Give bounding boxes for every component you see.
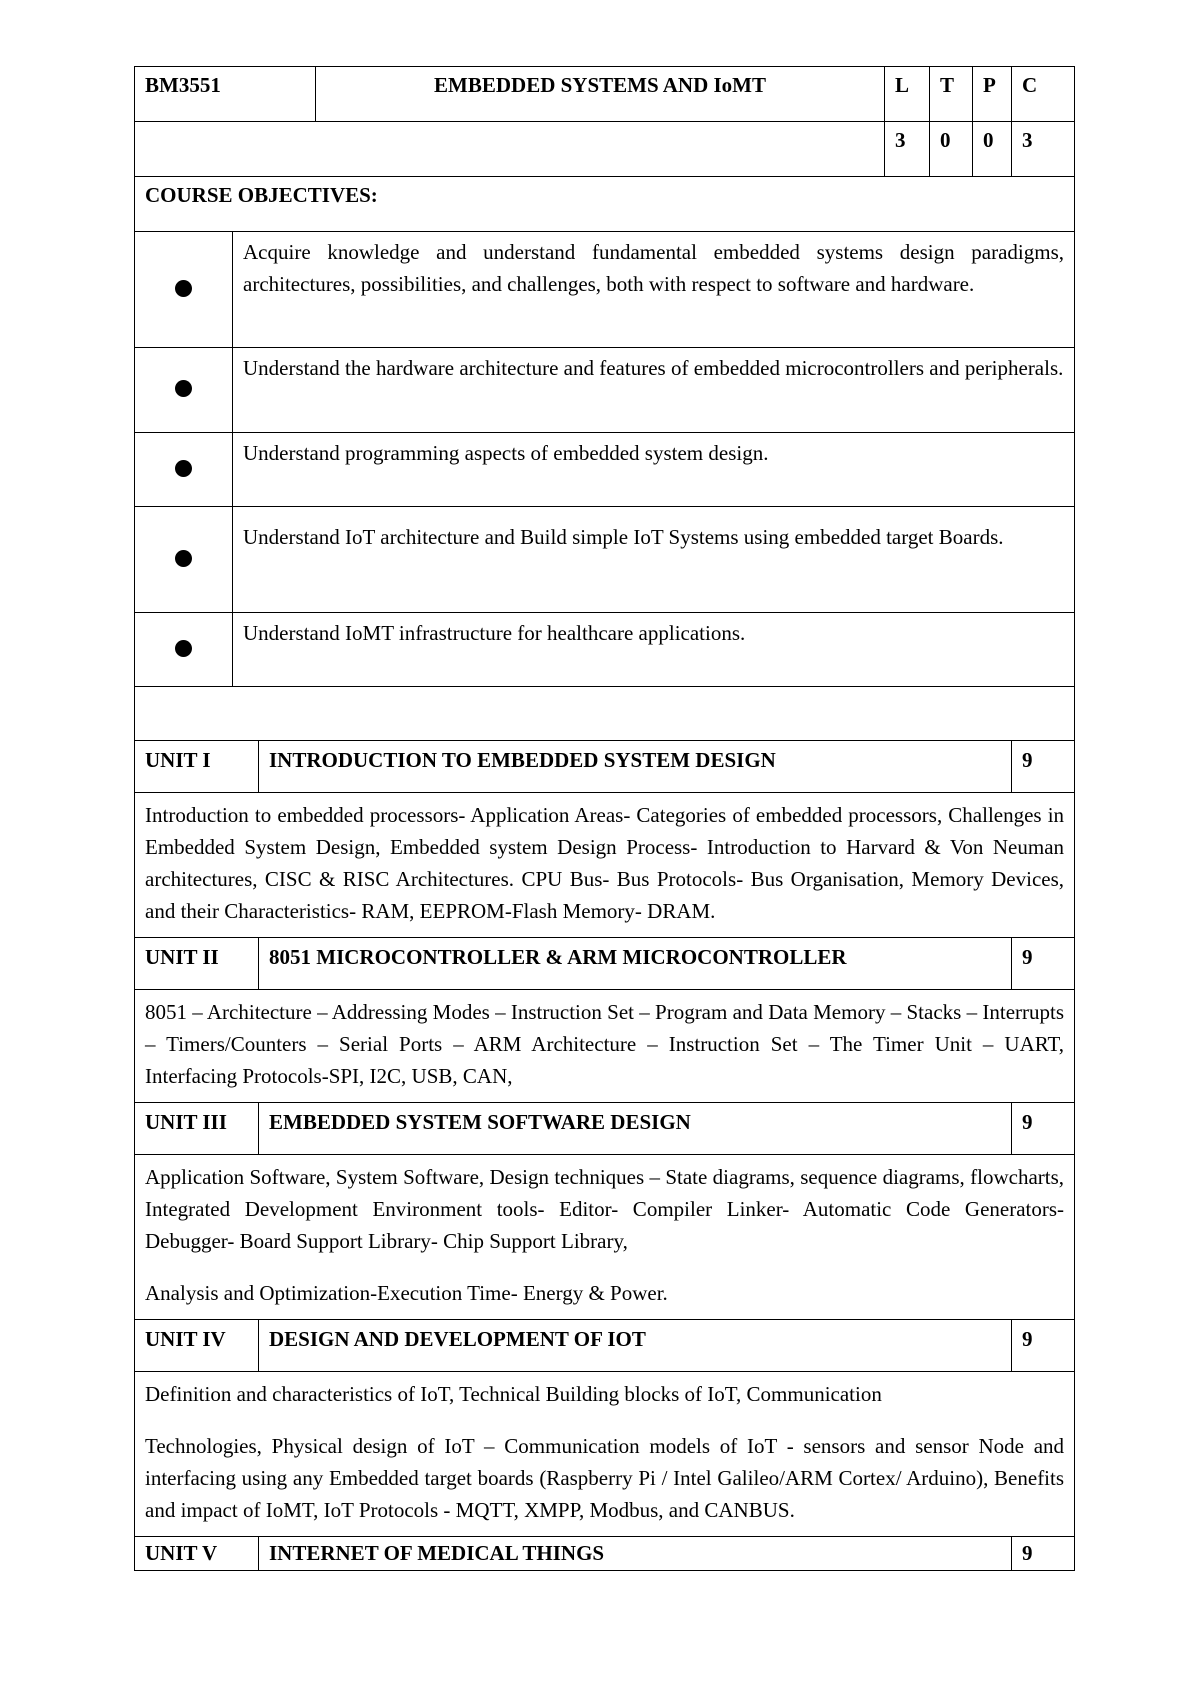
ltpc-header-p: P: [973, 67, 1012, 122]
objective-text: Understand IoT architecture and Build simple IoT Systems using embedded target Boards.: [233, 507, 1075, 613]
unit-title: EMBEDDED SYSTEM SOFTWARE DESIGN: [259, 1103, 1012, 1155]
unit-hours: 9: [1012, 1320, 1075, 1372]
unit-paragraph: Introduction to embedded processors- Application Areas- Categories of embedded processors, Challenges in Embedded System Design, Embedded system Design Process- Introduction to Harvard & Von Neuman architectures, CISC & RISC Architectures. CPU Bus- Bus Protocols- Bus Organisation, Memory Devices, and their Characteristics- RAM, EEPROM-Flash Memory- DRAM.: [145, 803, 1065, 923]
unit-hours: 9: [1012, 1103, 1075, 1155]
bullet-cell: [135, 348, 233, 433]
ltpc-value-l: 3: [885, 122, 930, 177]
bullet-cell: [135, 613, 233, 687]
bullet-icon: [175, 280, 192, 297]
objective-text: Understand programming aspects of embedded system design.: [233, 433, 1075, 507]
unit-label: UNIT IV: [135, 1320, 259, 1372]
bullet-cell: [135, 507, 233, 613]
blank-cell: [135, 687, 1075, 741]
unit-content-row: [135, 793, 1075, 938]
bullet-icon: [175, 380, 192, 397]
ltpc-header-t: T: [930, 67, 973, 122]
unit-label: UNIT V: [135, 1537, 259, 1571]
bullet-icon: [175, 550, 192, 567]
unit-paragraph: Application Software, System Software, Design techniques – State diagrams, sequence diagrams, flowcharts, Integrated Development Environment tools- Editor- Compiler Linker- Automatic Code Generators- Debugger- Board Support Library- Chip Support Library,: [145, 1165, 1065, 1253]
unit-hours: 9: [1012, 1537, 1075, 1571]
syllabus-table: [134, 66, 1075, 1571]
objective-row: [135, 433, 1075, 507]
bullet-cell: [135, 232, 233, 348]
spacer-row: [135, 687, 1075, 741]
unit-paragraph: Analysis and Optimization-Execution Time- Energy & Power.: [145, 1281, 668, 1305]
unit-title: 8051 MICROCONTROLLER & ARM MICROCONTROLLER: [259, 938, 1012, 990]
unit-content-row: [135, 990, 1075, 1103]
unit-title: INTERNET OF MEDICAL THINGS: [259, 1537, 1012, 1571]
unit-hours: 9: [1012, 741, 1075, 793]
blank-cell: [135, 122, 885, 177]
ltpc-header-l: L: [885, 67, 930, 122]
course-code: BM3551: [135, 67, 316, 122]
objectives-heading: COURSE OBJECTIVES:: [135, 177, 1075, 232]
objective-text: Understand IoMT infrastructure for healthcare applications.: [233, 613, 1075, 687]
syllabus-page: [134, 66, 1074, 1571]
unit-label: UNIT I: [135, 741, 259, 793]
course-title: EMBEDDED SYSTEMS AND IoMT: [316, 67, 885, 122]
unit-header-row: [135, 1537, 1075, 1571]
objective-row: [135, 507, 1075, 613]
unit-content: [135, 990, 1075, 1103]
unit-paragraph: Technologies, Physical design of IoT – Communication models of IoT - sensors and sensor Node and interfacing using any Embedded target boards (Raspberry Pi / Intel Galileo/ARM Cortex/ Arduino), Benefits and impact of IoMT, IoT Protocols - MQTT, XMPP, Modbus, and CANBUS.: [145, 1434, 1065, 1522]
ltpc-values-row: [135, 122, 1075, 177]
unit-label: UNIT II: [135, 938, 259, 990]
unit-header-row: [135, 1103, 1075, 1155]
unit-header-row: [135, 938, 1075, 990]
unit-paragraph: 8051 – Architecture – Addressing Modes – Instruction Set – Program and Data Memory – Stacks – Interrupts – Timers/Counters – Serial Ports – ARM Architecture – Instruction Set – The Timer Unit – UART, Interfacing Protocols-SPI, I2C, USB, CAN,: [145, 1000, 1065, 1088]
unit-hours: 9: [1012, 938, 1075, 990]
unit-header-row: [135, 741, 1075, 793]
bullet-icon: [175, 460, 192, 477]
objective-row: [135, 348, 1075, 433]
unit-content-row: [135, 1155, 1075, 1320]
unit-paragraph: Definition and characteristics of IoT, Technical Building blocks of IoT, Communication: [145, 1382, 882, 1406]
unit-header-row: [135, 1320, 1075, 1372]
unit-label: UNIT III: [135, 1103, 259, 1155]
bullet-cell: [135, 433, 233, 507]
unit-content: [135, 1372, 1075, 1537]
objective-text: Acquire knowledge and understand fundamental embedded systems design paradigms, architectures, possibilities, and challenges, both with respect to software and hardware.: [233, 232, 1075, 348]
course-header-row: [135, 67, 1075, 122]
unit-content-row: [135, 1372, 1075, 1537]
unit-content: [135, 1155, 1075, 1320]
objective-row: [135, 613, 1075, 687]
objectives-heading-row: [135, 177, 1075, 232]
ltpc-value-t: 0: [930, 122, 973, 177]
objective-row: [135, 232, 1075, 348]
ltpc-value-c: 3: [1012, 122, 1075, 177]
bullet-icon: [175, 640, 192, 657]
unit-title: DESIGN AND DEVELOPMENT OF IOT: [259, 1320, 1012, 1372]
objective-text: Understand the hardware architecture and features of embedded microcontrollers and peripherals.: [233, 348, 1075, 433]
unit-title: INTRODUCTION TO EMBEDDED SYSTEM DESIGN: [259, 741, 1012, 793]
unit-content: [135, 793, 1075, 938]
ltpc-header-c: C: [1012, 67, 1075, 122]
ltpc-value-p: 0: [973, 122, 1012, 177]
